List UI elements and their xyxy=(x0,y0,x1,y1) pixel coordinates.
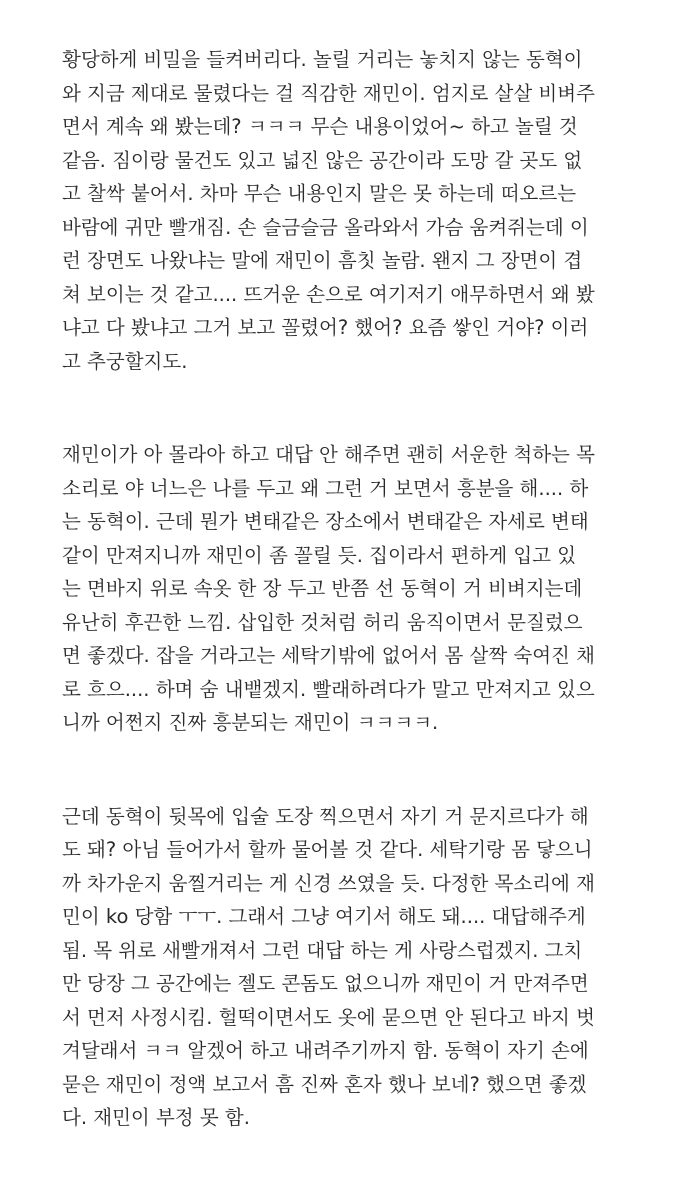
text-line: 같이 만져지니까 재민이 좀 꼴릴 듯. 집이라서 편하게 입고 있 xyxy=(62,543,577,567)
text-line: 는 동혁이. 근데 뭔가 변태같은 장소에서 변태같은 자세로 변태 xyxy=(62,510,589,533)
text-line: 면 좋겠다. 잡을 거라고는 세탁기밖에 없어서 몸 살짝 숙여진 채 xyxy=(62,644,595,667)
text-line: 와 지금 제대로 물렸다는 걸 직감한 재민이. 엄지로 살살 비벼주 xyxy=(62,81,595,105)
text-line: 황당하게 비밀을 들켜버리다. 놀릴 거리는 놓치지 않는 동혁이 xyxy=(62,48,583,71)
paragraph-3 xyxy=(62,800,632,1135)
text-line: 근데 동혁이 뒷목에 입술 도장 찍으면서 자기 거 문지르다가 해 xyxy=(62,804,589,828)
text-line: 니까 어쩐지 진짜 흥분되는 재민이 ㅋㅋㅋㅋ. xyxy=(62,711,439,734)
text-line: 면서 계속 왜 봤는데? ㅋㅋㅋ 무슨 내용이었어~ 하고 놀릴 것 xyxy=(62,115,578,138)
text-line: 고 찰싹 붙어서. 차마 무슨 내용인지 말은 못 하는데 떠오르는 xyxy=(62,182,577,205)
text-line: 민이 ko 당함 ㅜㅜ. 그래서 그냥 여기서 해도 돼.... 대답해주게 xyxy=(62,905,586,928)
text-line: 유난히 후끈한 느낌. 삽입한 것처럼 허리 움직이면서 문질렀으 xyxy=(62,610,583,634)
text-line: 도 돼? 아님 들어가서 할까 물어볼 것 같다. 세탁기랑 몸 닿으니 xyxy=(62,838,593,861)
text-line: 런 장면도 나왔냐는 말에 재민이 흠칫 놀람. 왠지 그 장면이 겹 xyxy=(62,249,583,272)
paragraph-2 xyxy=(62,438,632,740)
text-line: 쳐 보이는 것 같고.... 뜨거운 손으로 여기저기 애무하면서 왜 봤 xyxy=(62,282,595,306)
text-line: 바람에 귀만 빨개짐. 손 슬금슬금 올라와서 가슴 움켜쥐는데 이 xyxy=(62,215,589,239)
text-line: 됨. 목 위로 새빨개져서 그런 대답 하는 게 사랑스럽겠지. 그치 xyxy=(62,938,583,962)
text-line: 겨달래서 ㅋㅋ 알겠어 하고 내려주기까지 함. 동혁이 자기 손에 xyxy=(62,1039,589,1062)
paragraph-1 xyxy=(62,43,632,378)
text-line: 고 추궁할지도. xyxy=(62,349,188,373)
text-line: 로 흐으.... 하며 숨 내뱉겠지. 빨래하려다가 말고 만져지고 있으 xyxy=(62,677,595,701)
text-line: 같음. 짐이랑 물건도 있고 넓진 않은 공간이라 도망 갈 곳도 없 xyxy=(62,148,583,172)
text-line: 묻은 재민이 정액 보고서 흠 진짜 혼자 했나 보네? 했으면 좋겠 xyxy=(62,1072,587,1096)
text-line: 서 먼저 사정시킴. 헐떡이면서도 옷에 묻으면 안 된다고 바지 벗 xyxy=(62,1005,595,1029)
article-body xyxy=(62,43,632,1135)
text-line: 만 당장 그 공간에는 젤도 콘돔도 없으니까 재민이 거 만져주면 xyxy=(62,972,589,995)
text-line: 소리로 야 너느은 나를 두고 왜 그런 거 보면서 흥분을 해.... 하 xyxy=(62,476,589,500)
text-line: 까 차가운지 움찔거리는 게 신경 쓰였을 듯. 다정한 목소리에 재 xyxy=(62,871,595,895)
text-line: 재민이가 아 몰라아 하고 대답 안 해주면 괜히 서운한 척하는 목 xyxy=(62,443,595,466)
text-line: 다. 재민이 부정 못 함. xyxy=(62,1106,250,1129)
text-line: 냐고 다 봤냐고 그거 보고 꼴렸어? 했어? 요즘 쌓인 거야? 이러 xyxy=(62,316,589,339)
text-line: 는 면바지 위로 속옷 한 장 두고 반쯤 선 동혁이 거 비벼지는데 xyxy=(62,577,583,600)
